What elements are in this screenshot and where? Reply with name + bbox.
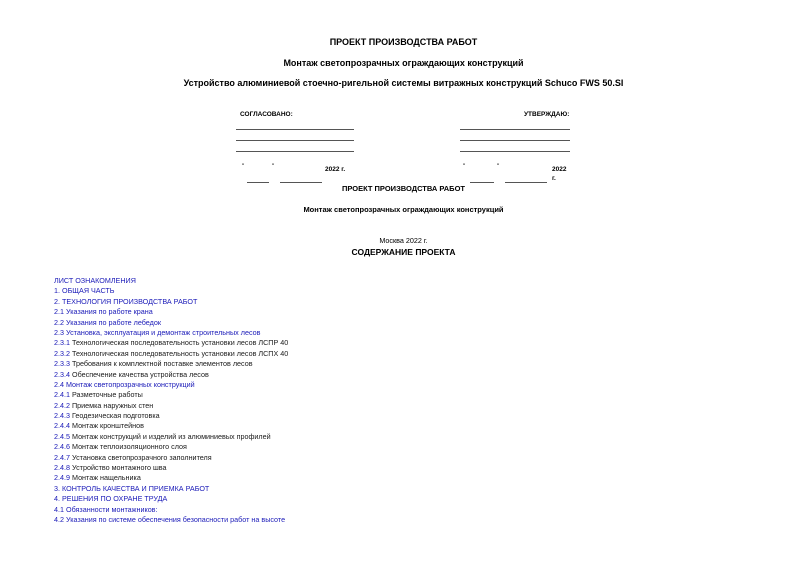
date-quote-close: ": [497, 163, 500, 170]
toc-item-label: 2.3 Установка, эксплуатация и демонтаж строительных лесов: [54, 327, 261, 337]
toc-item[interactable]: [54, 349, 288, 359]
toc-item-label: 2.4 Монтаж светопрозрачных конструкций: [54, 379, 195, 389]
toc-item[interactable]: [54, 276, 288, 286]
toc-item[interactable]: [54, 463, 288, 473]
contents-heading: СОДЕРЖАНИЕ ПРОЕКТА: [351, 247, 456, 257]
signature-line: [460, 151, 570, 152]
toc-item[interactable]: [54, 453, 288, 463]
toc-item-number: 2.4.6: [54, 442, 70, 452]
toc-item-number: 2.4.8: [54, 463, 70, 473]
approved-label: УТВЕРЖДАЮ:: [524, 111, 570, 118]
date-day-line: [247, 182, 269, 183]
toc-item-label: Монтаж теплоизоляционного слоя: [70, 442, 187, 452]
toc-item[interactable]: [54, 473, 288, 483]
toc-item[interactable]: [54, 380, 288, 390]
toc-item-label: 4.1 Обязанности монтажников:: [54, 504, 158, 514]
toc-item-number: 2.4.4: [54, 421, 70, 431]
toc-item-number: 2.4.2: [54, 400, 70, 410]
signature-line: [460, 129, 570, 130]
toc-item-label: Технологическая последовательность установки лесов ЛСПХ 40: [70, 348, 289, 358]
toc-item[interactable]: [54, 370, 288, 380]
toc-item-number: 2.4.1: [54, 390, 70, 400]
left-date-year: 2022 г.: [325, 166, 346, 173]
system-title: Устройство алюминиевой стоечно-ригельной системы витражных конструкций Schuco FWS 50.SI: [183, 78, 624, 88]
toc-item[interactable]: [54, 307, 288, 317]
toc-item[interactable]: [54, 318, 288, 328]
signature-line: [236, 140, 354, 141]
date-day-line: [470, 182, 494, 183]
toc-item-label: Монтаж нащельника: [70, 473, 141, 483]
toc-item[interactable]: [54, 338, 288, 348]
toc-item[interactable]: [54, 515, 288, 525]
toc-item[interactable]: [54, 390, 288, 400]
city-year: Москва 2022 г.: [379, 236, 428, 245]
right-date-year: 2022: [552, 166, 567, 173]
toc-item[interactable]: [54, 297, 288, 307]
toc-item-label: Геодезическая подготовка: [70, 411, 160, 421]
toc-item-label: 4. РЕШЕНИЯ ПО ОХРАНЕ ТРУДА: [54, 494, 168, 504]
signature-line: [236, 129, 354, 130]
toc-item[interactable]: [54, 286, 288, 296]
toc-item-label: Монтаж конструкций и изделий из алюминиевых профилей: [70, 431, 271, 441]
second-title: ПРОЕКТ ПРОИЗВОДСТВА РАБОТ: [341, 184, 465, 193]
toc-item-number: 2.4.3: [54, 411, 70, 421]
toc-item-label: ЛИСТ ОЗНАКОМЛЕНИЯ: [54, 276, 136, 285]
toc-item-label: 3. КОНТРОЛЬ КАЧЕСТВА И ПРИЕМКА РАБОТ: [54, 483, 210, 493]
page-subtitle: Монтаж светопрозрачных ограждающих конструкций: [283, 58, 524, 68]
toc-item-label: 2.2 Указания по работе лебедок: [54, 317, 161, 327]
toc-item[interactable]: [54, 401, 288, 411]
signature-line: [236, 151, 354, 152]
toc-item-label: Технологическая последовательность установки лесов ЛСПР 40: [70, 338, 289, 348]
toc-item-label: 2. ТЕХНОЛОГИЯ ПРОИЗВОДСТВА РАБОТ: [54, 296, 198, 306]
toc-item-number: 2.3.1: [54, 338, 70, 348]
page-title: ПРОЕКТ ПРОИЗВОДСТВА РАБОТ: [329, 37, 478, 47]
agreed-label: СОГЛАСОВАНО:: [240, 111, 293, 118]
toc-item-label: 2.1 Указания по работе крана: [54, 307, 153, 317]
toc-item-label: Приемка наружных стен: [70, 400, 154, 410]
toc-item-label: Установка светопрозрачного заполнителя: [70, 452, 212, 462]
table-of-contents: [54, 276, 288, 525]
toc-item-label: 1. ОБЩАЯ ЧАСТЬ: [54, 286, 115, 296]
toc-item[interactable]: [54, 432, 288, 442]
toc-item-number: 2.3.3: [54, 359, 70, 369]
toc-item-number: 2.3.4: [54, 369, 70, 379]
toc-item-label: Разметочные работы: [70, 390, 143, 400]
date-month-line: [280, 182, 322, 183]
toc-item-label: Требования к комплектной поставке элементов лесов: [70, 359, 253, 369]
toc-item[interactable]: [54, 411, 288, 421]
toc-item[interactable]: [54, 421, 288, 431]
toc-item[interactable]: [54, 442, 288, 452]
toc-item[interactable]: [54, 484, 288, 494]
toc-item[interactable]: [54, 328, 288, 338]
toc-item[interactable]: [54, 494, 288, 504]
date-quote-close: ": [272, 163, 275, 170]
toc-item-number: 2.4.5: [54, 431, 70, 441]
date-quote-open: ": [463, 163, 466, 170]
toc-item-label: Монтаж кронштейнов: [70, 421, 144, 431]
date-month-line: [505, 182, 547, 183]
toc-item[interactable]: [54, 359, 288, 369]
toc-item[interactable]: [54, 505, 288, 515]
second-subtitle: Монтаж светопрозрачных ограждающих конструкций: [303, 205, 504, 214]
toc-item-label: Обеспечение качества устройства лесов: [70, 369, 209, 379]
toc-item-label: Устройство монтажного шва: [70, 463, 167, 473]
right-date-year-suffix: г.: [552, 175, 556, 182]
toc-item-label: 4.2 Указания по системе обеспечения безопасности работ на высоте: [54, 514, 286, 524]
toc-item-number: 2.3.2: [54, 348, 70, 358]
date-quote-open: ": [242, 163, 245, 170]
toc-item-number: 2.4.7: [54, 452, 70, 462]
toc-item-number: 2.4.9: [54, 473, 70, 483]
signature-line: [460, 140, 570, 141]
